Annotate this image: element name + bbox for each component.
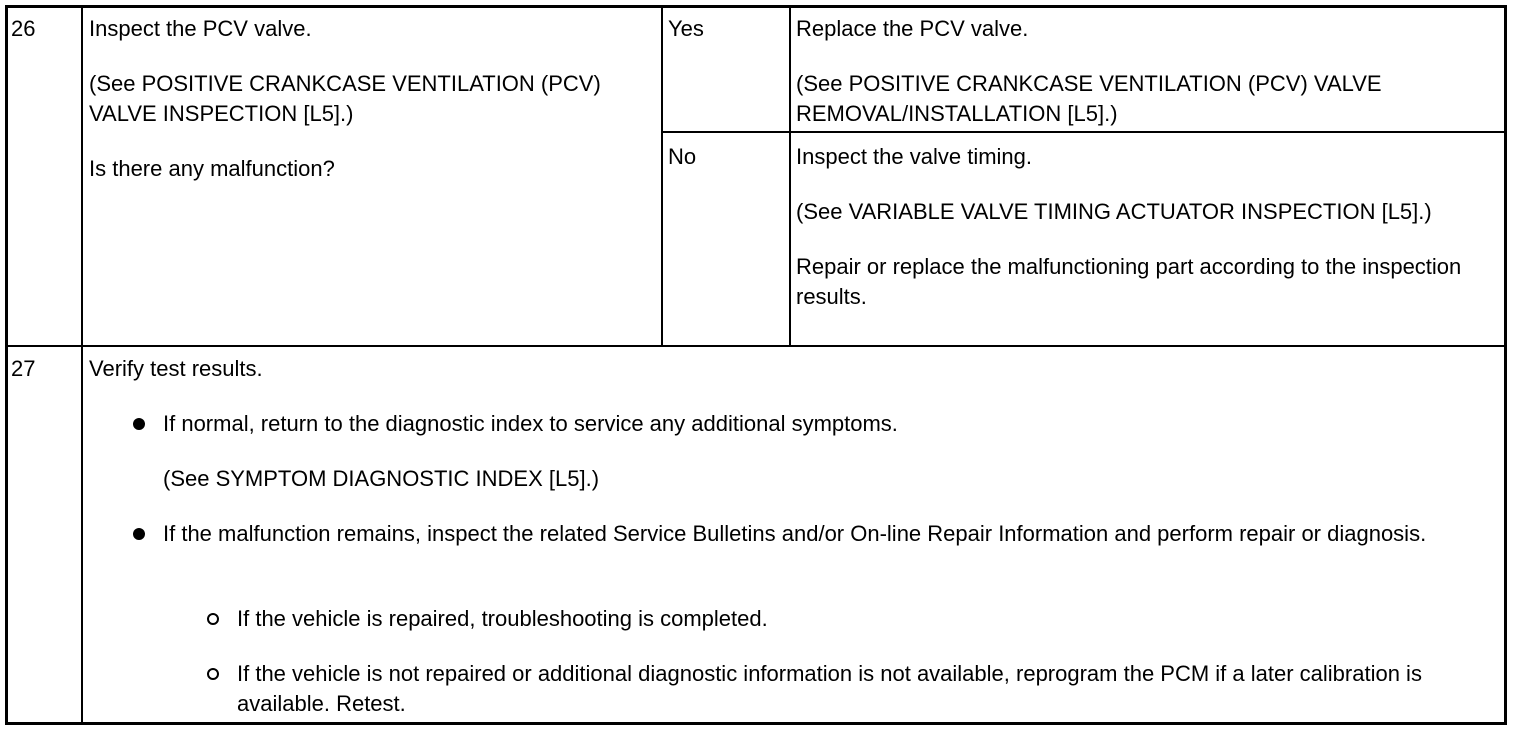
step-number: 27 [11,356,36,381]
action-text: Repair or replace the malfunctioning part according to the inspection results. [796,254,1462,309]
column-divider-action [789,8,791,346]
sub-list-item: If the vehicle is repaired, troubleshooting is completed. [237,606,768,631]
action-reference: (See VARIABLE VALVE TIMING ACTUATOR INSPECTION [L5].) [796,199,1432,224]
list-item-reference: (See SYMPTOM DIAGNOSTIC INDEX [L5].) [163,466,600,491]
bullet-icon [133,528,145,540]
action-text: Replace the PCV valve. [796,16,1029,41]
list-item: If normal, return to the diagnostic index to service any additional symptoms. [163,411,898,436]
sub-list-item: If the vehicle is not repaired or additional diagnostic information is not available, reprogram the PCM if a later calibration is available. Retest. [237,661,1422,716]
action-reference: (See POSITIVE CRANKCASE VENTILATION (PCV) VALVE REMOVAL/INSTALLATION [L5].) [796,71,1382,126]
sub-bullet-icon [207,668,219,680]
column-divider-answer [661,8,663,346]
question-prompt: Is there any malfunction? [89,156,335,181]
question-line: Inspect the PCV valve. [89,16,312,41]
row-divider-yes-no [661,131,1504,133]
step-question [89,14,649,184]
action-text: Inspect the valve timing. [796,144,1033,169]
action-no [796,142,1496,312]
step-title: Verify test results. [89,356,263,381]
step-number: 26 [11,16,36,41]
answer-yes: Yes [668,16,704,41]
question-reference: (See POSITIVE CRANKCASE VENTILATION (PCV) VALVE INSPECTION [L5].) [89,71,601,126]
column-divider-step [81,8,83,722]
action-yes [796,14,1496,129]
list-item: If the malfunction remains, inspect the related Service Bulletins and/or On-line Repair Information and perform repair or diagnosis. [163,521,1427,546]
bullet-icon [133,418,145,430]
answer-no: No [668,144,697,169]
sub-bullet-icon [207,613,219,625]
row-divider-step [8,345,1504,347]
